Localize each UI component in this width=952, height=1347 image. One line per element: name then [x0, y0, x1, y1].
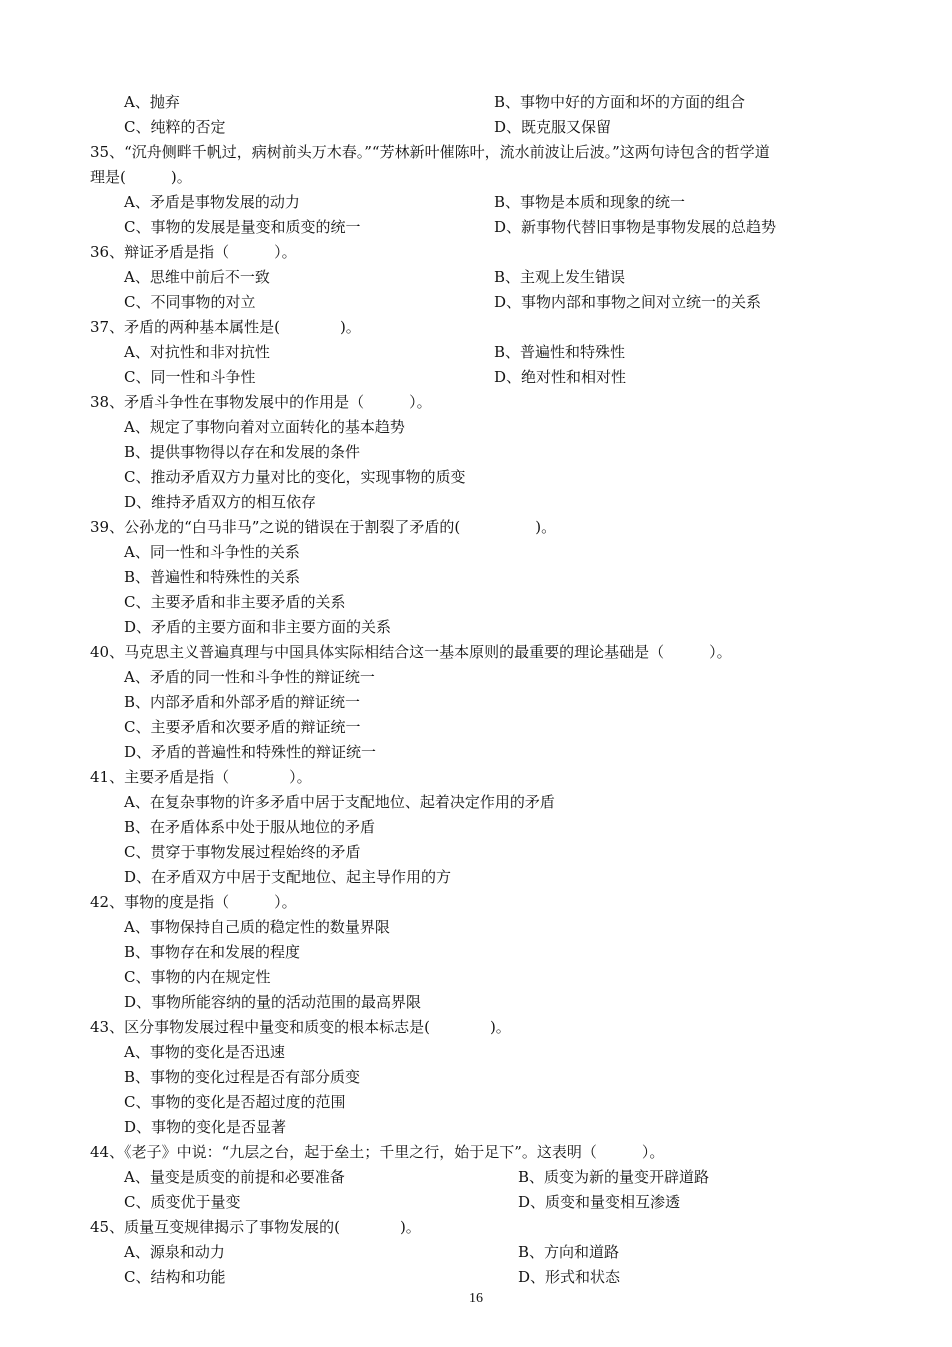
- question-text: 35、“沉舟侧畔千帆过，病树前头万木春。”“芳林新叶催陈叶，流水前波让后波。”这两句诗包含的哲学道: [90, 143, 770, 161]
- question-list: [90, 90, 870, 1290]
- option-text: B、提供事物得以存在和发展的条件: [124, 443, 361, 461]
- question-text: 38、矛盾斗争性在事物发展中的作用是（ ）。: [90, 393, 432, 411]
- option-row: [90, 290, 870, 315]
- option-text: D、维持矛盾双方的相互依存: [124, 493, 317, 511]
- option-text: D、新事物代替旧事物是事物发展的总趋势: [494, 218, 777, 236]
- option-text: A、思维中前后不一致: [124, 268, 270, 286]
- question-text: 40、马克思主义普遍真理与中国具体实际相结合这一基本原则的最重要的理论基础是（ ）。: [90, 643, 732, 661]
- option-text: D、事物内部和事物之间对立统一的关系: [494, 293, 762, 311]
- page-number: 16: [469, 1291, 483, 1306]
- option-row: [90, 265, 870, 290]
- option-text: A、量变是质变的前提和必要准备: [124, 1168, 345, 1186]
- option-text: D、在矛盾双方中居于支配地位、起主导作用的方: [124, 868, 452, 886]
- option-text: B、事物中好的方面和坏的方面的组合: [494, 93, 746, 111]
- option-text: D、质变和量变相互渗透: [518, 1193, 681, 1211]
- option-row: [90, 1265, 870, 1290]
- option-text: B、事物的变化过程是否有部分质变: [124, 1068, 361, 1086]
- option-text: C、主要矛盾和次要矛盾的辩证统一: [124, 718, 361, 736]
- option-text: A、事物的变化是否迅速: [124, 1043, 285, 1061]
- option-text: A、矛盾是事物发展的动力: [124, 193, 300, 211]
- option-text: A、抛弃: [124, 93, 180, 111]
- option-row: [90, 215, 870, 240]
- question-text: 39、公孙龙的“白马非马”之说的错误在于割裂了矛盾的( )。: [90, 518, 557, 536]
- option-text: C、不同事物的对立: [124, 293, 256, 311]
- option-text: C、结构和功能: [124, 1268, 226, 1286]
- option-text: C、事物的内在规定性: [124, 968, 271, 986]
- option-text: D、既克服又保留: [494, 118, 612, 136]
- option-text: B、普遍性和特殊性: [494, 343, 626, 361]
- option-text: B、事物是本质和现象的统一: [494, 193, 686, 211]
- question-text: 45、质量互变规律揭示了事物发展的( )。: [90, 1218, 421, 1236]
- option-text: A、同一性和斗争性的关系: [124, 543, 300, 561]
- option-text: B、主观上发生错误: [494, 268, 626, 286]
- option-row: [90, 1240, 870, 1265]
- option-text: A、矛盾的同一性和斗争性的辩证统一: [124, 668, 375, 686]
- question-text: 44、《老子》中说：“九层之台，起于垒土；千里之行，始于足下”。这表明（ ）。: [90, 1143, 665, 1161]
- option-row: [90, 90, 870, 115]
- option-text: B、质变为新的量变开辟道路: [518, 1168, 710, 1186]
- option-text: C、推动矛盾双方力量对比的变化，实现事物的质变: [124, 468, 466, 486]
- option-row: [90, 340, 870, 365]
- option-text: A、对抗性和非对抗性: [124, 343, 270, 361]
- option-text: B、在矛盾体系中处于服从地位的矛盾: [124, 818, 376, 836]
- question-text: 41、主要矛盾是指（ ）。: [90, 768, 312, 786]
- question-text: 43、区分事物发展过程中量变和质变的根本标志是( )。: [90, 1018, 511, 1036]
- option-row: [90, 1165, 870, 1190]
- option-text: A、源泉和动力: [124, 1243, 225, 1261]
- option-text: A、在复杂事物的许多矛盾中居于支配地位、起着决定作用的矛盾: [124, 793, 555, 811]
- option-text: D、矛盾的普遍性和特殊性的辩证统一: [124, 743, 377, 761]
- option-text: C、贯穿于事物发展过程始终的矛盾: [124, 843, 361, 861]
- question-text: 42、事物的度是指（ ）。: [90, 893, 297, 911]
- option-text: D、形式和状态: [518, 1268, 621, 1286]
- option-text: B、内部矛盾和外部矛盾的辩证统一: [124, 693, 361, 711]
- option-text: C、事物的发展是量变和质变的统一: [124, 218, 361, 236]
- option-text: A、规定了事物向着对立面转化的基本趋势: [124, 418, 405, 436]
- option-row: [90, 1190, 870, 1215]
- option-text: D、事物的变化是否显著: [124, 1118, 287, 1136]
- option-text: C、同一性和斗争性: [124, 368, 256, 386]
- option-text: D、绝对性和相对性: [494, 368, 627, 386]
- option-text: C、主要矛盾和非主要矛盾的关系: [124, 593, 346, 611]
- option-text: B、普遍性和特殊性的关系: [124, 568, 301, 586]
- question-text: 37、矛盾的两种基本属性是( )。: [90, 318, 361, 336]
- question-text: 36、辩证矛盾是指（ ）。: [90, 243, 297, 261]
- option-text: D、矛盾的主要方面和非主要方面的关系: [124, 618, 392, 636]
- option-row: [90, 115, 870, 140]
- option-text: A、事物保持自己质的稳定性的数量界限: [124, 918, 390, 936]
- option-text: C、质变优于量变: [124, 1193, 241, 1211]
- option-row: [90, 190, 870, 215]
- question-text: 理是( )。: [90, 168, 192, 186]
- option-text: B、方向和道路: [518, 1243, 620, 1261]
- option-text: D、事物所能容纳的量的活动范围的最高界限: [124, 993, 422, 1011]
- option-row: [90, 365, 870, 390]
- option-text: C、纯粹的否定: [124, 118, 226, 136]
- option-text: B、事物存在和发展的程度: [124, 943, 301, 961]
- option-text: C、事物的变化是否超过度的范围: [124, 1093, 346, 1111]
